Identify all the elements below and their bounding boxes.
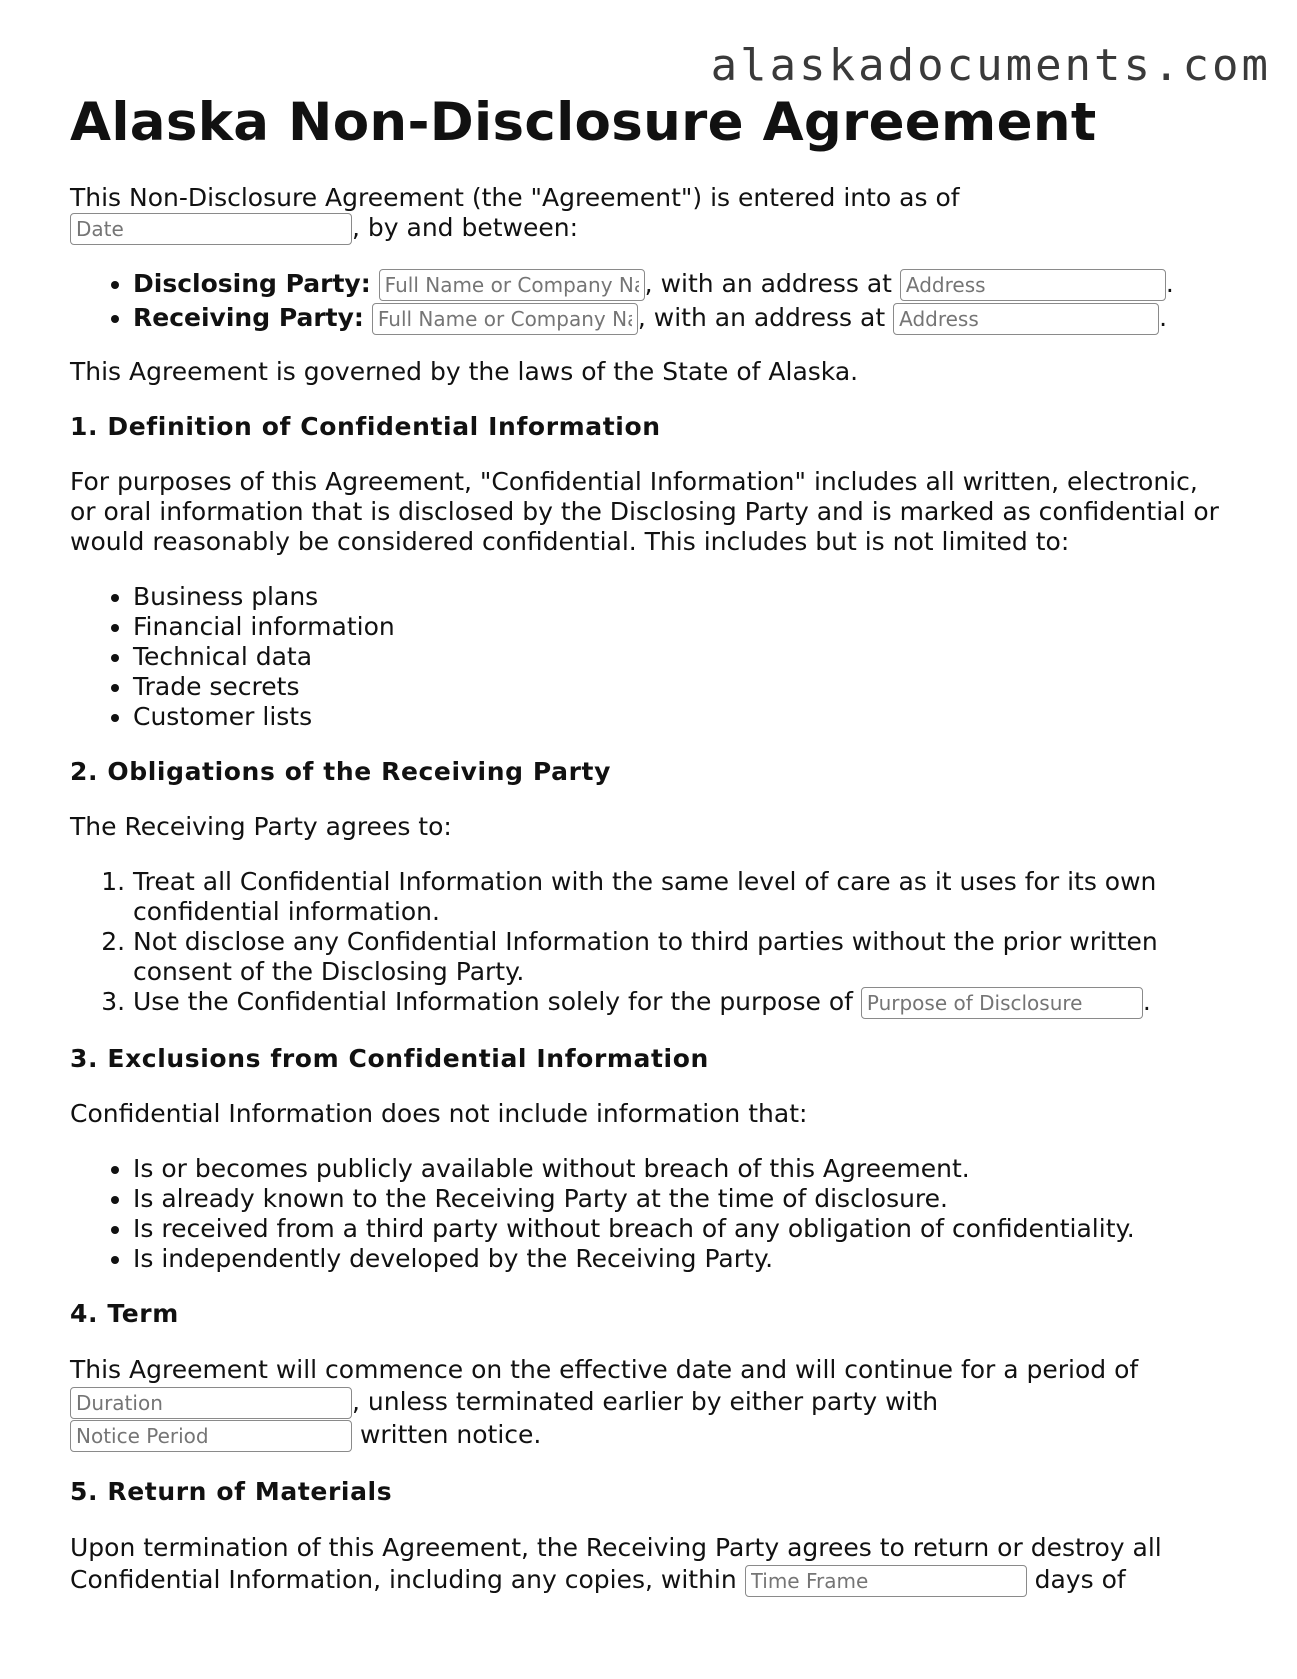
receiving-party-name-input[interactable] [372,303,638,335]
section-3-heading: 3. Exclusions from Confidential Information [70,1044,709,1073]
term-text-3: written notice. [359,1420,542,1449]
obligations-list [70,867,1230,1019]
section-4-heading: 4. Term [70,1299,179,1328]
page-title: Alaska Non-Disclosure Agreement [70,92,1097,153]
disclosing-party-name-input[interactable] [379,269,645,301]
purpose-input[interactable] [861,987,1143,1019]
party-mid-text: , with an address at [637,303,886,332]
intro-text: This Non-Disclosure Agreement (the "Agreement") is entered into as of [70,183,960,212]
section-1-body: For purposes of this Agreement, "Confidential Information" includes all written, electronic, or oral information that is disclosed by the Disclosing Party and is marked as confidential or would reasonably be considered confidential. This includes but is not limited to: [70,467,1219,556]
duration-input[interactable] [70,1387,352,1419]
list-item: • Trade secrets [133,672,1230,702]
section-1-heading: 1. Definition of Confidential Information [70,412,661,441]
intro-paragraph [70,183,1230,245]
list-item: • Business plans [133,582,1230,612]
list-item: • Is received from a third party without breach of any obligation of confidentiality. [133,1214,1230,1244]
disclosing-party-address-input[interactable] [900,269,1166,301]
list-item: • Customer lists [133,702,1230,732]
disclosing-party-label: Disclosing Party: [133,269,371,298]
section-3-body: Confidential Information does not include information that: [70,1099,808,1128]
party-end: . [1165,269,1174,298]
item-end: . [1142,987,1151,1016]
purpose-text: Use the Confidential Information solely for the purpose of [133,987,853,1016]
term-text-2: , unless terminated earlier by either party with [352,1387,939,1416]
receiving-party-label: Receiving Party: [133,303,364,332]
governing-law: This Agreement is governed by the laws of the State of Alaska. [70,357,859,386]
section-2-heading: 2. Obligations of the Receiving Party [70,757,611,786]
list-item: • Is or becomes publicly available without breach of this Agreement. [133,1154,1230,1184]
confidential-info-list [70,582,1230,732]
notice-period-input[interactable] [70,1420,352,1452]
date-input[interactable] [70,213,352,245]
term-text: This Agreement will commence on the effective date and will continue for a period of [70,1355,1139,1384]
list-item: • Is already known to the Receiving Party at the time of disclosure. [133,1184,1230,1214]
disclosing-party-item [133,267,1230,301]
time-frame-input[interactable] [745,1565,1027,1597]
list-item [133,987,1230,1019]
list-item: • Technical data [133,642,1230,672]
return-text-2: days of [1034,1565,1126,1594]
return-text: Upon termination of this Agreement, the Receiving Party agrees to return or destroy all Confidential Information, including any copies, within [70,1533,1162,1594]
watermark: alaskadocuments.com [710,40,1271,91]
intro-text-after: , by and between: [352,213,579,242]
list-item: • Is independently developed by the Receiving Party. [133,1244,1230,1274]
receiving-party-item [133,301,1230,335]
parties-list [70,267,1230,335]
list-item: 1. Treat all Confidential Information with the same level of care as it uses for its own confidential information. [133,867,1230,927]
section-2-body: The Receiving Party agrees to: [70,812,452,841]
party-end: . [1159,303,1168,332]
section-5-body [70,1532,1230,1597]
receiving-party-address-input[interactable] [893,303,1159,335]
section-4-body [70,1354,1230,1452]
exclusions-list [70,1154,1230,1274]
document [70,88,1230,1597]
list-item: 2. Not disclose any Confidential Information to third parties without the prior written consent of the Disclosing Party. [133,927,1230,987]
list-item: • Financial information [133,612,1230,642]
section-5-heading: 5. Return of Materials [70,1477,393,1506]
party-mid-text: , with an address at [644,269,892,298]
